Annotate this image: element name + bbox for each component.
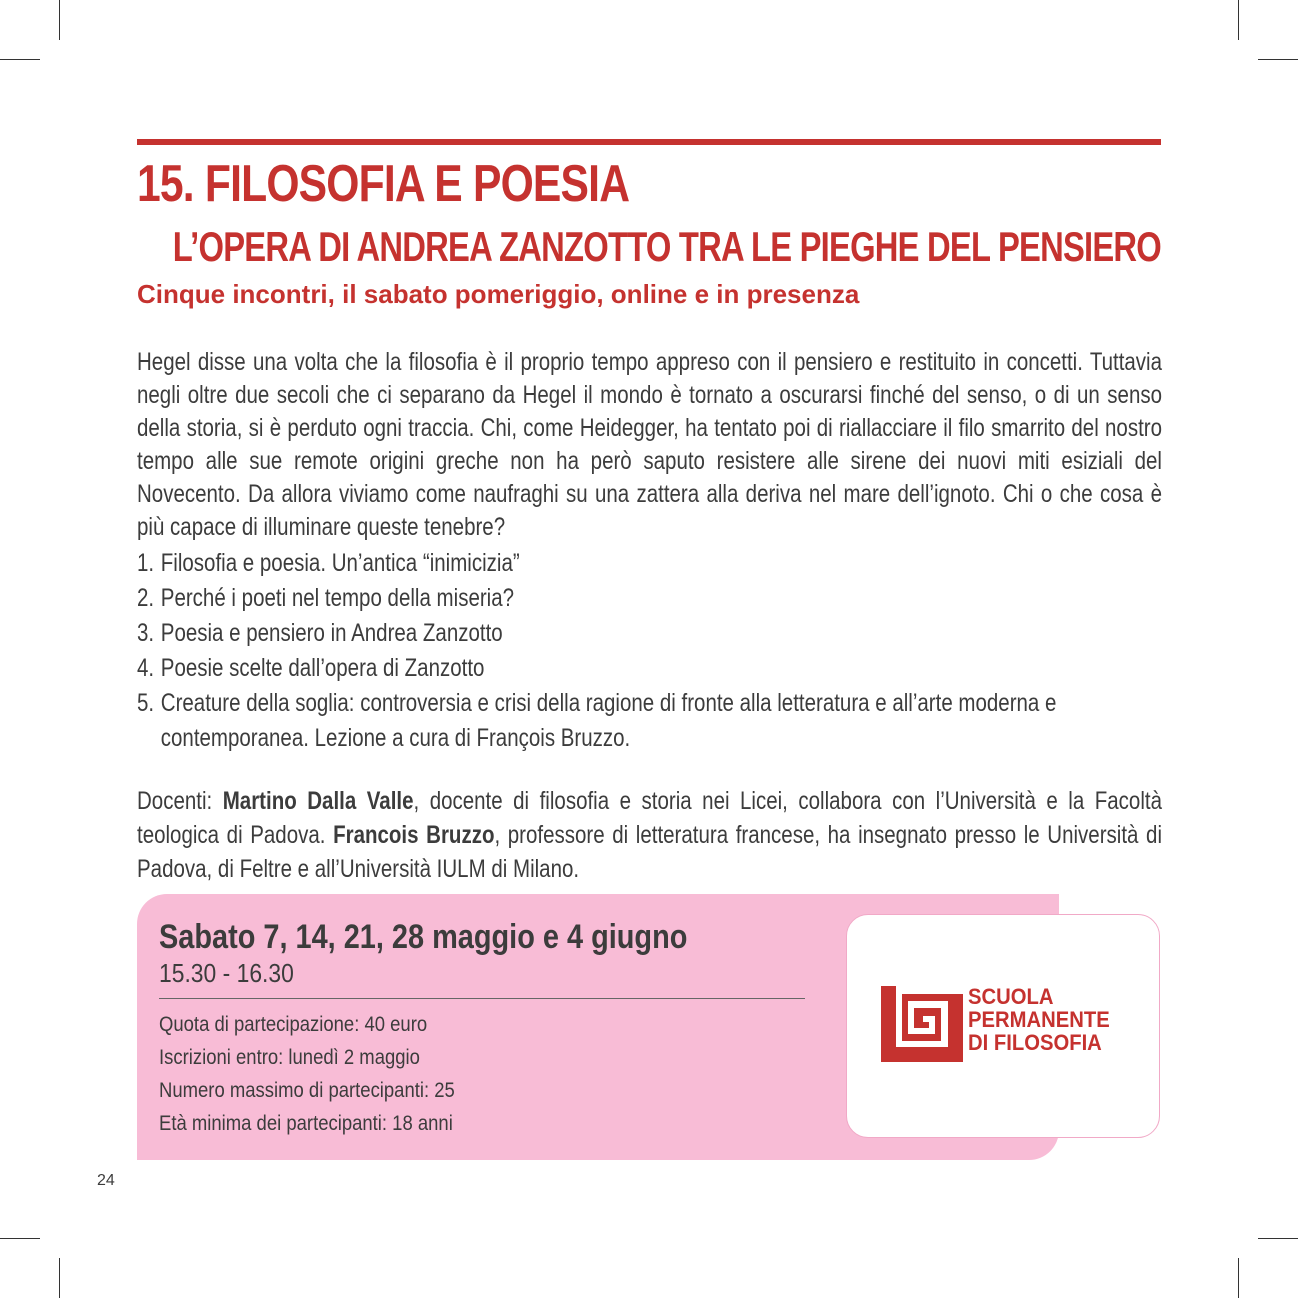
- teacher-name: Martino Dalla Valle: [222, 787, 414, 815]
- crop-mark: [1238, 1258, 1239, 1298]
- info-divider: [159, 998, 805, 999]
- max-participants-info: Numero massimo di partecipanti: 25: [159, 1079, 455, 1102]
- fee-info: Quota di partecipazione: 40 euro: [159, 1013, 428, 1036]
- page-number: 24: [97, 1172, 115, 1189]
- lesson-list: [137, 546, 1162, 756]
- school-logo-text: [968, 985, 1110, 1054]
- course-details: [159, 1008, 455, 1140]
- page-title: 15. FILOSOFIA E POESIA: [137, 155, 630, 213]
- crop-mark: [59, 0, 60, 40]
- lesson-title: Poesie scelte dall’opera di Zanzotto: [160, 654, 485, 682]
- course-description: [137, 346, 1162, 886]
- list-item: [137, 581, 1162, 616]
- intro-paragraph: Hegel disse una volta che la filosofia è il proprio tempo appreso con il pensiero e restituito in concetti. Tuttavia negli oltre due secoli che ci separano da Hegel il mondo è tornato a oscurarsi finché del senso, o di un senso della storia, si è perduto ogni traccia. Chi, come Heidegger, ha tentato poi di riallacciare il filo smarrito del nostro tempo alle sue remote origini greche non ha però saputo resistere alle sirene dei nuovi miti esiziali del Novecento. Da allora viviamo come naufraghi su una zattera alla deriva nel mare dell’ignoto. Chi o che cosa è più capace di illuminare queste tenebre?: [137, 348, 1162, 541]
- logo-line: PERMANENTE: [968, 1007, 1110, 1032]
- logo-line: DI FILOSOFIA: [968, 1030, 1102, 1055]
- page-subtitle: L’OPERA DI ANDREA ZANZOTTO TRA LE PIEGHE DEL PENSIERO: [172, 223, 1161, 270]
- list-item: [137, 546, 1162, 581]
- crop-mark: [0, 1238, 40, 1239]
- tagline: Cinque incontri, il sabato pomeriggio, online e in presenza: [137, 279, 860, 309]
- course-dates: Sabato 7, 14, 21, 28 maggio e 4 giugno: [159, 918, 688, 956]
- teachers-label: Docenti:: [137, 787, 223, 815]
- meander-logo-icon: [881, 986, 963, 1062]
- lesson-number: 1.: [137, 549, 155, 577]
- lesson-number: 2.: [137, 584, 155, 612]
- crop-mark: [1258, 1238, 1298, 1239]
- crop-mark: [59, 1258, 60, 1298]
- lesson-title: Filosofia e poesia. Un’antica “inimicizia”: [160, 549, 520, 577]
- lesson-title: Poesia e pensiero in Andrea Zanzotto: [160, 619, 503, 647]
- lesson-title: Creature della soglia: controversia e crisi della ragione di fronte alla letteratura e all’arte moderna e contemporanea. Lezione a cura di François Bruzzo.: [160, 689, 1057, 752]
- lesson-number: 5.: [137, 689, 155, 717]
- teacher-description: , docente di filosofia e storia nei Licei, collabora con l’Università e la Facoltà teologica di Padova.: [137, 787, 1162, 849]
- list-item: [137, 651, 1162, 686]
- list-item: [137, 686, 1162, 756]
- logo-line: SCUOLA: [968, 984, 1054, 1009]
- min-age-info: Età minima dei partecipanti: 18 anni: [159, 1112, 453, 1135]
- lesson-number: 4.: [137, 654, 155, 682]
- crop-mark: [0, 59, 40, 60]
- teachers-paragraph: [137, 784, 1162, 886]
- list-item: [137, 616, 1162, 651]
- crop-mark: [1238, 0, 1239, 40]
- teacher-description: , professore di letteratura francese, ha insegnato presso le Università di Padova, di Feltre e all’Università IULM di Milano.: [137, 821, 1162, 883]
- title-rule: [137, 139, 1161, 145]
- lesson-title: Perché i poeti nel tempo della miseria?: [160, 584, 515, 612]
- deadline-info: Iscrizioni entro: lunedì 2 maggio: [159, 1046, 420, 1069]
- course-time: 15.30 - 16.30: [159, 958, 294, 988]
- teacher-name: Francois Bruzzo: [333, 821, 495, 849]
- lesson-number: 3.: [137, 619, 155, 647]
- crop-mark: [1258, 59, 1298, 60]
